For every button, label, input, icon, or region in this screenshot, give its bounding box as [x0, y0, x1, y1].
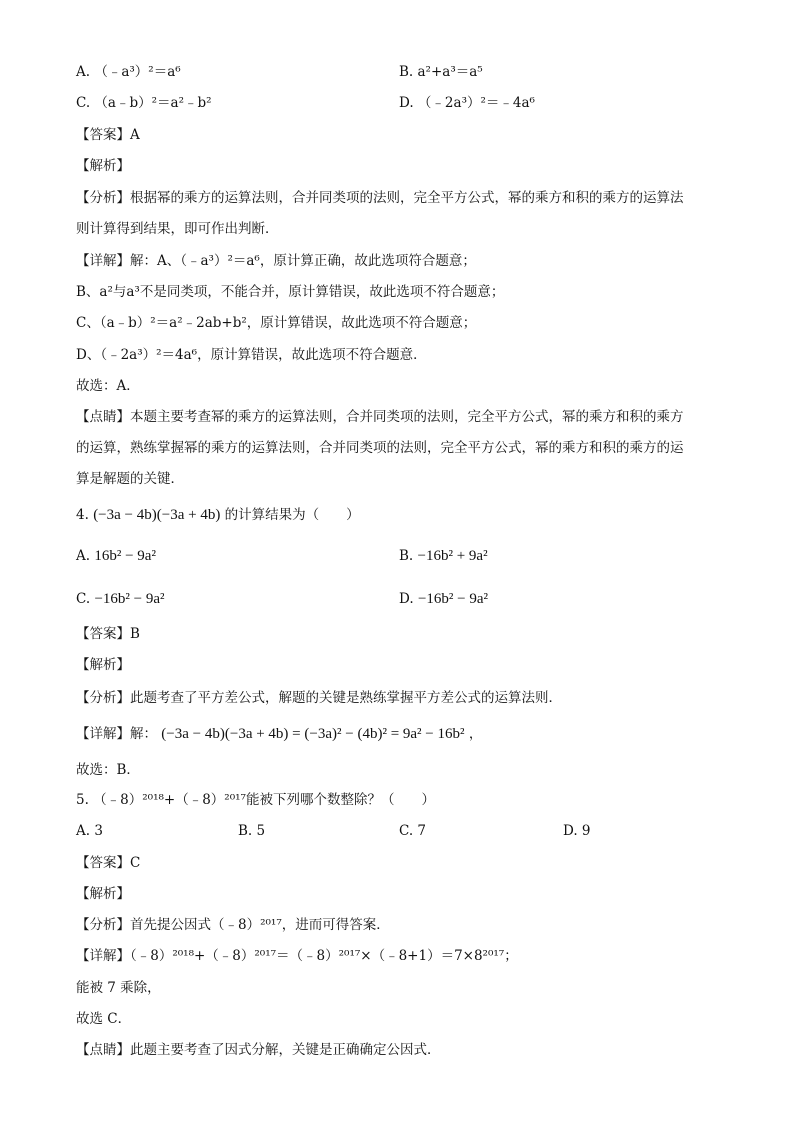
- analysis-text-q5: 【分析】首先提公因式（﹣8）²⁰¹⁷，进而可得答案．: [76, 917, 390, 933]
- option-expression: 16b² − 9a²: [94, 548, 156, 564]
- question-4-expression: (−3a − 4b)(−3a + 4b): [93, 507, 221, 523]
- answer-q5: 【答案】C: [76, 855, 141, 871]
- analysis-text-q4: 【分析】此题考查了平方差公式，解题的关键是熟练掌握平方差公式的运算法则．: [76, 690, 562, 706]
- option-d-q5: D. 9: [563, 823, 591, 839]
- option-b-q3: B. a²+a³＝a⁵: [399, 64, 483, 80]
- analysis-text-q3-line2: 则计算得到结果，即可作出判断．: [76, 221, 279, 237]
- answer-q4: 【答案】B: [76, 626, 140, 642]
- analysis-heading-q5: 【解析】: [76, 886, 130, 902]
- detail-q3-line4: D、（﹣2a³）²＝4a⁶，原计算错误，故此选项不符合题意．: [76, 347, 427, 363]
- option-a-q4: [76, 546, 156, 566]
- option-b-q5: B. 5: [238, 823, 266, 839]
- option-a-q5: A. 3: [76, 823, 103, 839]
- option-label: B.: [399, 548, 414, 564]
- detail-q3-line1: 【详解】解：A、（﹣a³）²＝a⁶，原计算正确，故此选项符合题意；: [76, 253, 476, 269]
- comment-q3-line1: 【点睛】本题主要考查幂的乘方的运算法则，合并同类项的法则，完全平方公式，幂的乘方和积的乘方: [76, 409, 684, 425]
- detail-end: ，: [468, 726, 483, 742]
- question-4-text: 的计算结果为（ ）: [224, 507, 360, 523]
- comment-q3-line2: 的运算，熟练掌握幂的乘方的运算法则，合并同类项的法则，完全平方公式，幂的乘方和积的乘方的运: [76, 440, 684, 456]
- detail-q4: [76, 724, 482, 744]
- option-label: C.: [76, 591, 91, 607]
- comment-q3-line3: 算是解题的关键．: [76, 471, 184, 487]
- option-b-q4: [399, 546, 488, 566]
- option-c-q4: [76, 589, 165, 609]
- choice-q5: 故选 C．: [76, 1011, 132, 1027]
- question-number: 4.: [76, 507, 89, 523]
- analysis-heading-q4: 【解析】: [76, 657, 130, 673]
- comment-q5: 【点睛】此题主要考查了因式分解，关键是正确确定公因式．: [76, 1042, 441, 1058]
- option-a-q3: A. （﹣a³）²＝a⁶: [76, 64, 181, 80]
- choice-q3: 故选：A．: [76, 378, 140, 394]
- detail-expression: (−3a − 4b)(−3a + 4b) = (−3a)² − (4b)² = 9a² − 16b²: [161, 726, 465, 742]
- option-label: D.: [399, 591, 414, 607]
- option-expression: −16b² − 9a²: [417, 591, 489, 607]
- option-d-q3: D. （﹣2a³）²＝﹣4a⁶: [399, 95, 535, 111]
- option-expression: −16b² − 9a²: [94, 591, 165, 607]
- question-4: [76, 505, 360, 525]
- option-d-q4: [399, 589, 488, 609]
- choice-q4: 故选：B．: [76, 762, 140, 778]
- detail-q5: 【详解】（﹣8）²⁰¹⁸+（﹣8）²⁰¹⁷＝（﹣8）²⁰¹⁷×（﹣8+1）＝7×8²⁰¹⁷；: [76, 948, 518, 964]
- option-label: A.: [76, 548, 91, 564]
- detail-q3-line3: C、（a﹣b）²＝a²﹣2ab+b²，原计算错误，故此选项不符合题意；: [76, 315, 477, 331]
- analysis-heading-q3: 【解析】: [76, 158, 130, 174]
- option-expression: −16b² + 9a²: [417, 548, 488, 564]
- question-5: 5. （﹣8）²⁰¹⁸+（﹣8）²⁰¹⁷能被下列哪个数整除？（ ）: [76, 792, 435, 808]
- detail-q3-line2: B、a²与a³不是同类项，不能合并，原计算错误，故此选项不符合题意；: [76, 284, 505, 300]
- analysis-text-q3-line1: 【分析】根据幂的乘方的运算法则，合并同类项的法则，完全平方公式，幂的乘方和积的乘方的运算法: [76, 190, 684, 206]
- option-c-q5: C. 7: [399, 823, 427, 839]
- detail-q5-line2: 能被 7 乘除，: [76, 980, 161, 996]
- detail-label: 【详解】解：: [76, 726, 157, 742]
- answer-q3: 【答案】A: [76, 127, 140, 143]
- option-c-q3: C. （a﹣b）²＝a²﹣b²: [76, 95, 212, 111]
